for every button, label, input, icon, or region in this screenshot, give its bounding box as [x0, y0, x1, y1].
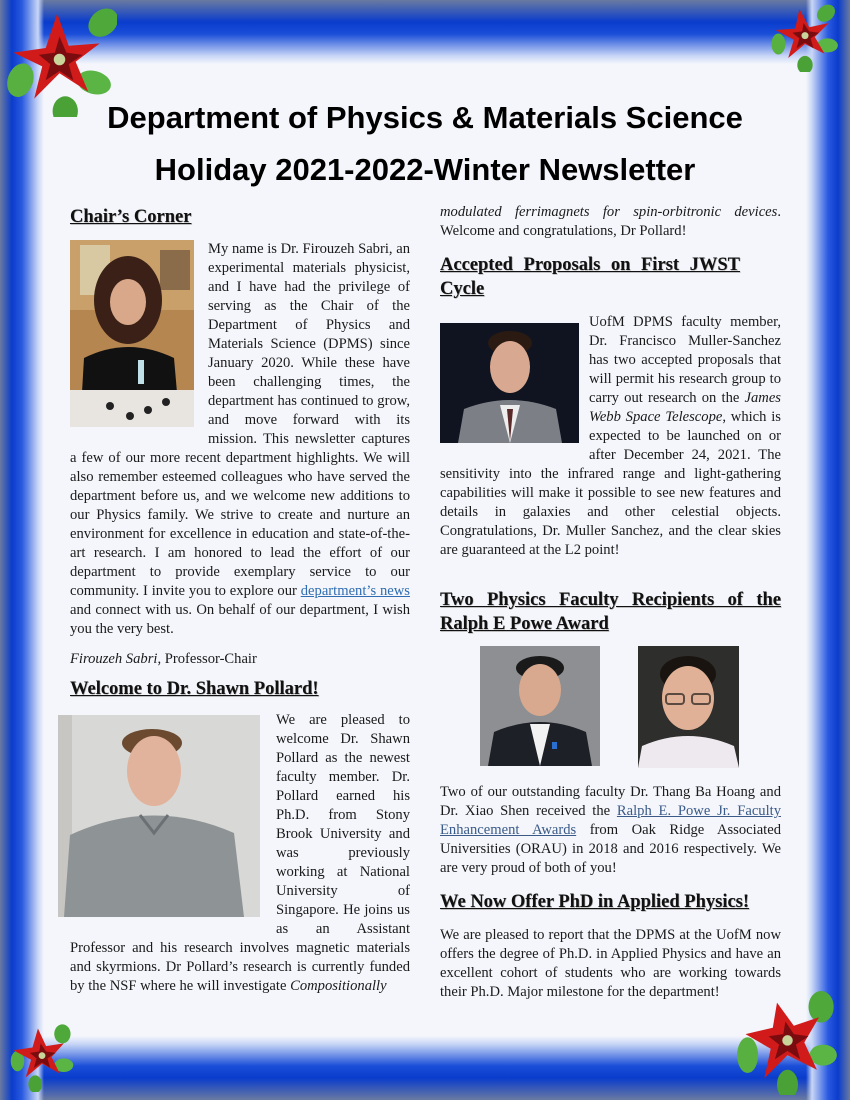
chairs-corner-heading: Chair’s Corner [70, 207, 192, 227]
phd-section [440, 890, 781, 1002]
chair-signature: Firouzeh Sabri, Professor-Chair [70, 651, 257, 667]
jwst-heading: Accepted Proposals on First JWST Cycle [440, 255, 740, 299]
newsletter-subtitle: Holiday 2021-2022-Winter Newsletter [154, 152, 696, 187]
poinsettia-icon-top-left [2, 2, 117, 117]
poinsettia-icon-bottom-right [735, 990, 840, 1095]
powe-award-body: Two of our outstanding faculty Dr. Thang Ba Hoang and Dr. Xiao Shen received the Ralph E. Powe Jr. Faculty Enhancement Awards from Oak Ridge Associated Universities (ORAU) in 2018 and 2016 respectively. We are very proud of both of you! [440, 784, 781, 876]
muller-sanchez-photo [440, 323, 579, 443]
portrait-image-icon [440, 323, 579, 443]
powe-award-heading: Two Physics Faculty Recipients of the Ralph E Powe Award [440, 590, 781, 634]
powe-award-section [440, 588, 781, 878]
chairs-corner-section [70, 205, 410, 669]
powe-photos [480, 646, 781, 767]
portrait-image-icon [58, 715, 260, 917]
welcome-section [70, 677, 410, 996]
department-news-link[interactable]: department’s news [300, 583, 410, 599]
phd-heading: We Now Offer PhD in Applied Physics! [440, 892, 750, 912]
chairs-corner-body: My name is Dr. Firouzeh Sabri, an experimental materials physicist, and I have had the privilege of serving as the Chair of the Department of Physics and Materials Science (DPMS) since January 2020. While these have been challenging times, the department has continued to grow, and move forward with its mission. This newsletter captures a few of our more recent department highlights. We will also remember esteemed colleagues who have served the department before us, and we welcome new additions to our Physics family. We strive to create and nurture an environment for excellence in education and state-of-the-art research. I am honored to lead the effort of our department to provide exemplary service to our community. I invite you to explore our department’s news and connect with us. On behalf of our department, I wish you the very best. [70, 241, 410, 637]
welcome-body: We are pleased to welcome Dr. Shawn Pollard as the newest faculty member. Dr. Pollard earned his Ph.D. from Stony Brook University and was previously working at National University of Singapore. He joins us as an Assistant Professor and his research involves magnetic materials and skyrmions. Dr Pollard’s research is currently funded by the NSF where he will investigate Compositionally [70, 712, 410, 994]
chair-photo [70, 240, 194, 427]
portrait-image-icon [70, 240, 194, 427]
shen-portrait-image-icon [638, 646, 739, 768]
left-column [70, 205, 410, 996]
jwst-section [440, 253, 781, 560]
welcome-heading: Welcome to Dr. Shawn Pollard! [70, 679, 319, 699]
jwst-body: UofM DPMS faculty member, Dr. Francisco Muller-Sanchez has two accepted proposals that will permit his research group to carry out research on the James Webb Space Telescope, which is expected to be launched on or after December 24, 2021. The sensitivity into the infrared range and light-gathering capabilities will make it possible to see new features and details in galaxies and other celestial objects. Congratulations, Dr. Muller Sanchez, and the clear skies are guaranteed at the L2 point! [440, 314, 781, 558]
phd-body: We are pleased to report that the DPMS at the UofM now offers the degree of Ph.D. in Applied Physics and have an excellent cohort of students who are working towards their Ph.D. Major milestone for the department! [440, 927, 781, 1000]
poinsettia-icon-top-right [770, 2, 840, 72]
poinsettia-icon-bottom-left [8, 1022, 76, 1092]
hoang-portrait-image-icon [480, 646, 600, 766]
right-column [440, 203, 781, 1002]
newsletter-title: Department of Physics & Materials Science [107, 100, 743, 135]
powe-award-link[interactable]: Ralph E. Powe Jr. Faculty Enhancement Awards [440, 803, 781, 838]
welcome-continued: modulated ferrimagnets for spin-orbitronic devices. Welcome and congratulations, Dr Pollard! [440, 204, 781, 239]
pollard-photo [58, 715, 260, 917]
